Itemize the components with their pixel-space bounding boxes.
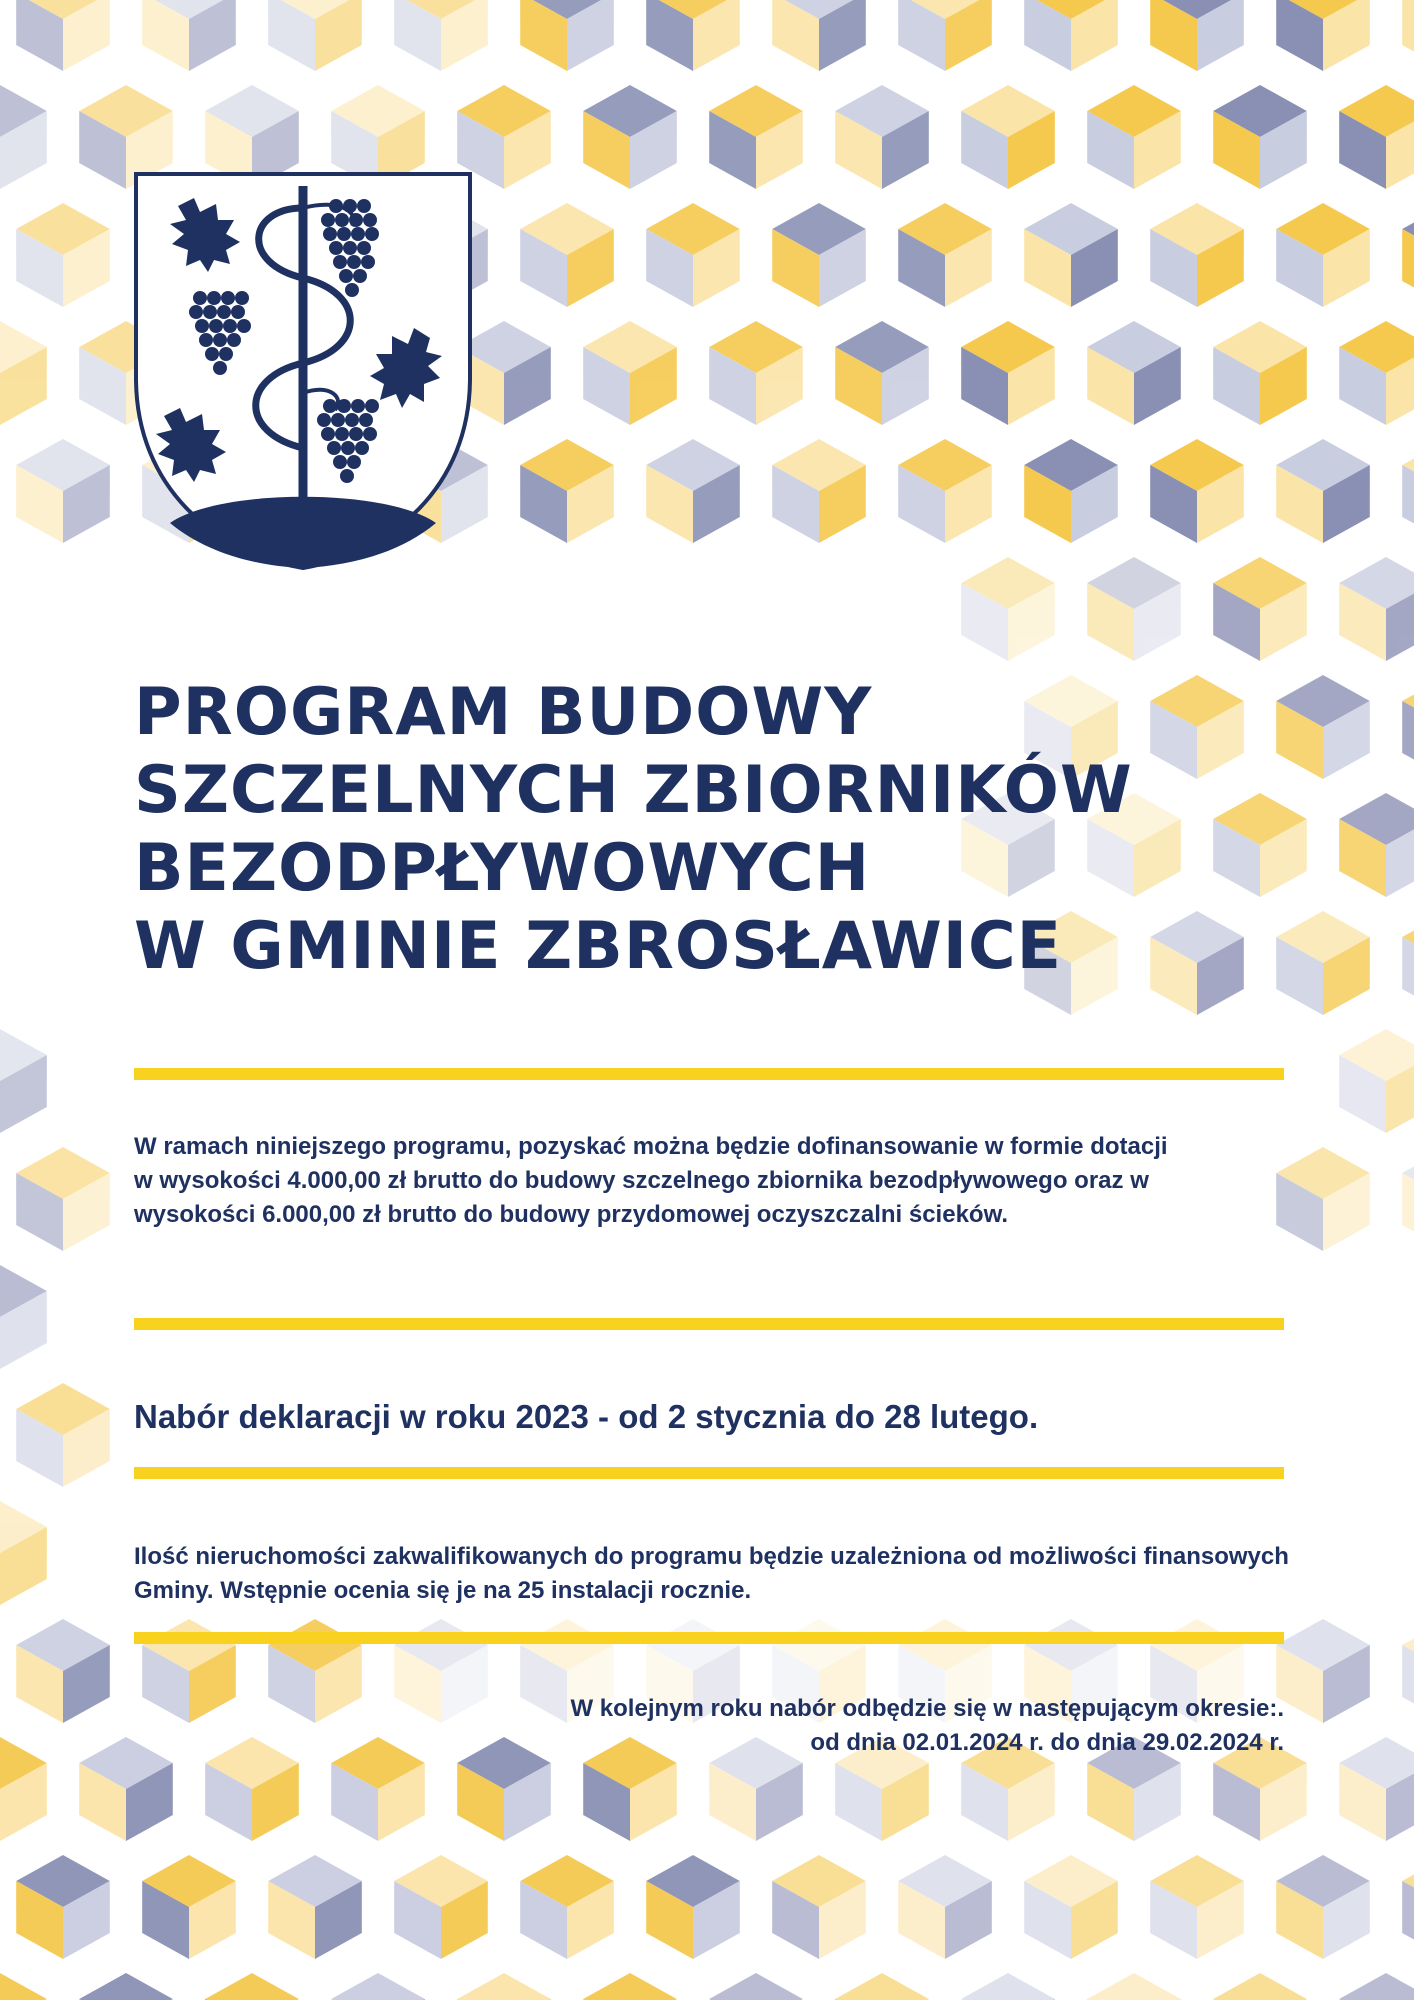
title-line-1: PROGRAM BUDOWY bbox=[134, 675, 873, 750]
next-year-paragraph bbox=[134, 1692, 1284, 1760]
page-title bbox=[134, 674, 1133, 986]
coat-of-arms-icon bbox=[130, 168, 476, 573]
divider-3 bbox=[134, 1467, 1284, 1479]
title-line-4: W GMINIE ZBROSŁAWICE bbox=[134, 909, 1063, 984]
recruitment-paragraph: Nabór deklaracji w roku 2023 - od 2 stycznia do 28 lutego. bbox=[134, 1398, 1039, 1435]
next-year-line-1: W kolejnym roku nabór odbędzie się w następującym okresie:. bbox=[570, 1695, 1284, 1722]
quantity-paragraph: Ilość nieruchomości zakwalifikowanych do programu będzie uzależniona od możliwości finansowych Gminy. Wstępnie ocenia się je na 25 instalacji rocznie. bbox=[134, 1543, 1289, 1604]
title-line-3: BEZODPŁYWOWYCH bbox=[134, 831, 871, 906]
divider-1 bbox=[134, 1068, 1284, 1080]
next-year-line-2: od dnia 02.01.2024 r. do dnia 29.02.2024 r. bbox=[810, 1729, 1284, 1756]
title-line-2: SZCZELNYCH ZBIORNIKÓW bbox=[134, 753, 1133, 828]
funding-paragraph: W ramach niniejszego programu, pozyskać można będzie dofinansowanie w formie dotacji w wysokości 4.000,00 zł brutto do budowy szczelnego zbiornika bezodpływowego oraz w wysokości 6.000,00 zł brutto do budowy przydomowej oczyszczalni ścieków. bbox=[134, 1133, 1168, 1228]
divider-2 bbox=[134, 1318, 1284, 1330]
divider-4 bbox=[134, 1632, 1284, 1644]
